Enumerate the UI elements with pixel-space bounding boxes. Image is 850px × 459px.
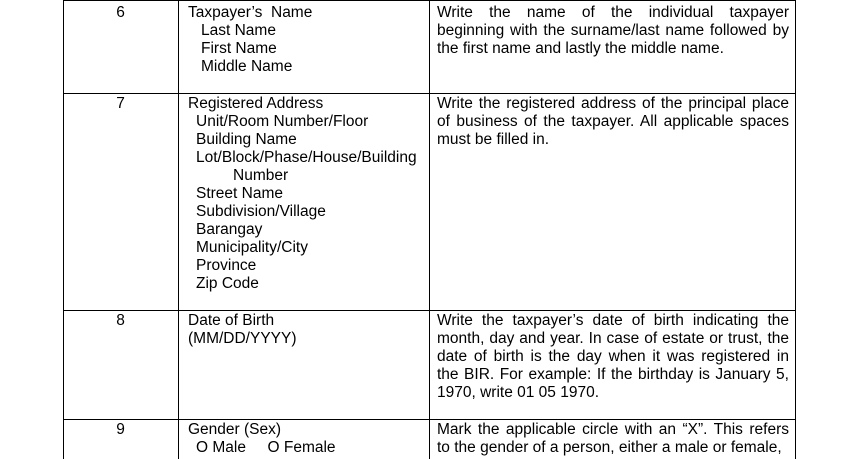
description-cell: Mark the applicable circle with an “X”. This refers to the gender of a person, either a male or female, — [437, 421, 789, 456]
subfield: Subdivision/Village — [196, 203, 326, 220]
field-name-cell — [188, 4, 433, 76]
subfield: Barangay — [196, 221, 263, 238]
subfield: Province — [196, 257, 257, 274]
field-title: Taxpayer’s Name — [188, 4, 313, 21]
description-cell: Write the taxpayer’s date of birth indicating the month, day and year. In case of estate or trust, the date of birth is the day when it was registered in the BIR. For example: If the birthday is January 5, 1970, write 01 05 1970. — [437, 312, 789, 401]
field-name-cell — [188, 312, 433, 348]
subfield: (MM/DD/YYYY) — [188, 330, 297, 347]
field-title: Gender (Sex) — [188, 421, 282, 438]
row-divider — [63, 0, 796, 1]
subfield: First Name — [201, 40, 277, 57]
subfield: Number — [233, 167, 289, 184]
subfield: Building Name — [196, 131, 297, 148]
gender-options: O Male O Female — [196, 439, 336, 456]
row-divider — [63, 419, 796, 420]
field-name-cell — [188, 95, 433, 293]
subfield: Middle Name — [201, 58, 293, 75]
field-title: Registered Address — [188, 95, 324, 112]
row-number: 6 — [116, 4, 125, 21]
column-divider-1 — [178, 0, 179, 459]
row-number: 9 — [116, 421, 125, 438]
table-border-left — [63, 0, 64, 459]
row-number: 7 — [116, 95, 125, 112]
description-cell: Write the registered address of the principal place of business of the taxpayer. All applicable spaces must be filled in. — [437, 95, 789, 148]
row-number: 8 — [116, 312, 125, 329]
subfield: Zip Code — [196, 275, 259, 292]
subfield: Last Name — [201, 22, 276, 39]
field-title: Date of Birth — [188, 312, 275, 329]
subfield: Municipality/City — [196, 239, 308, 256]
subfield: Lot/Block/Phase/House/Building — [196, 149, 417, 166]
subfield: Unit/Room Number/Floor — [196, 113, 369, 130]
row-divider — [63, 93, 796, 94]
subfield: Street Name — [196, 185, 284, 202]
field-name-cell — [188, 421, 433, 457]
description-cell: Write the name of the individual taxpayer beginning with the surname/last name followed by the first name and lastly the middle name. — [437, 4, 789, 57]
table-border-right — [795, 0, 796, 459]
row-divider — [63, 310, 796, 311]
